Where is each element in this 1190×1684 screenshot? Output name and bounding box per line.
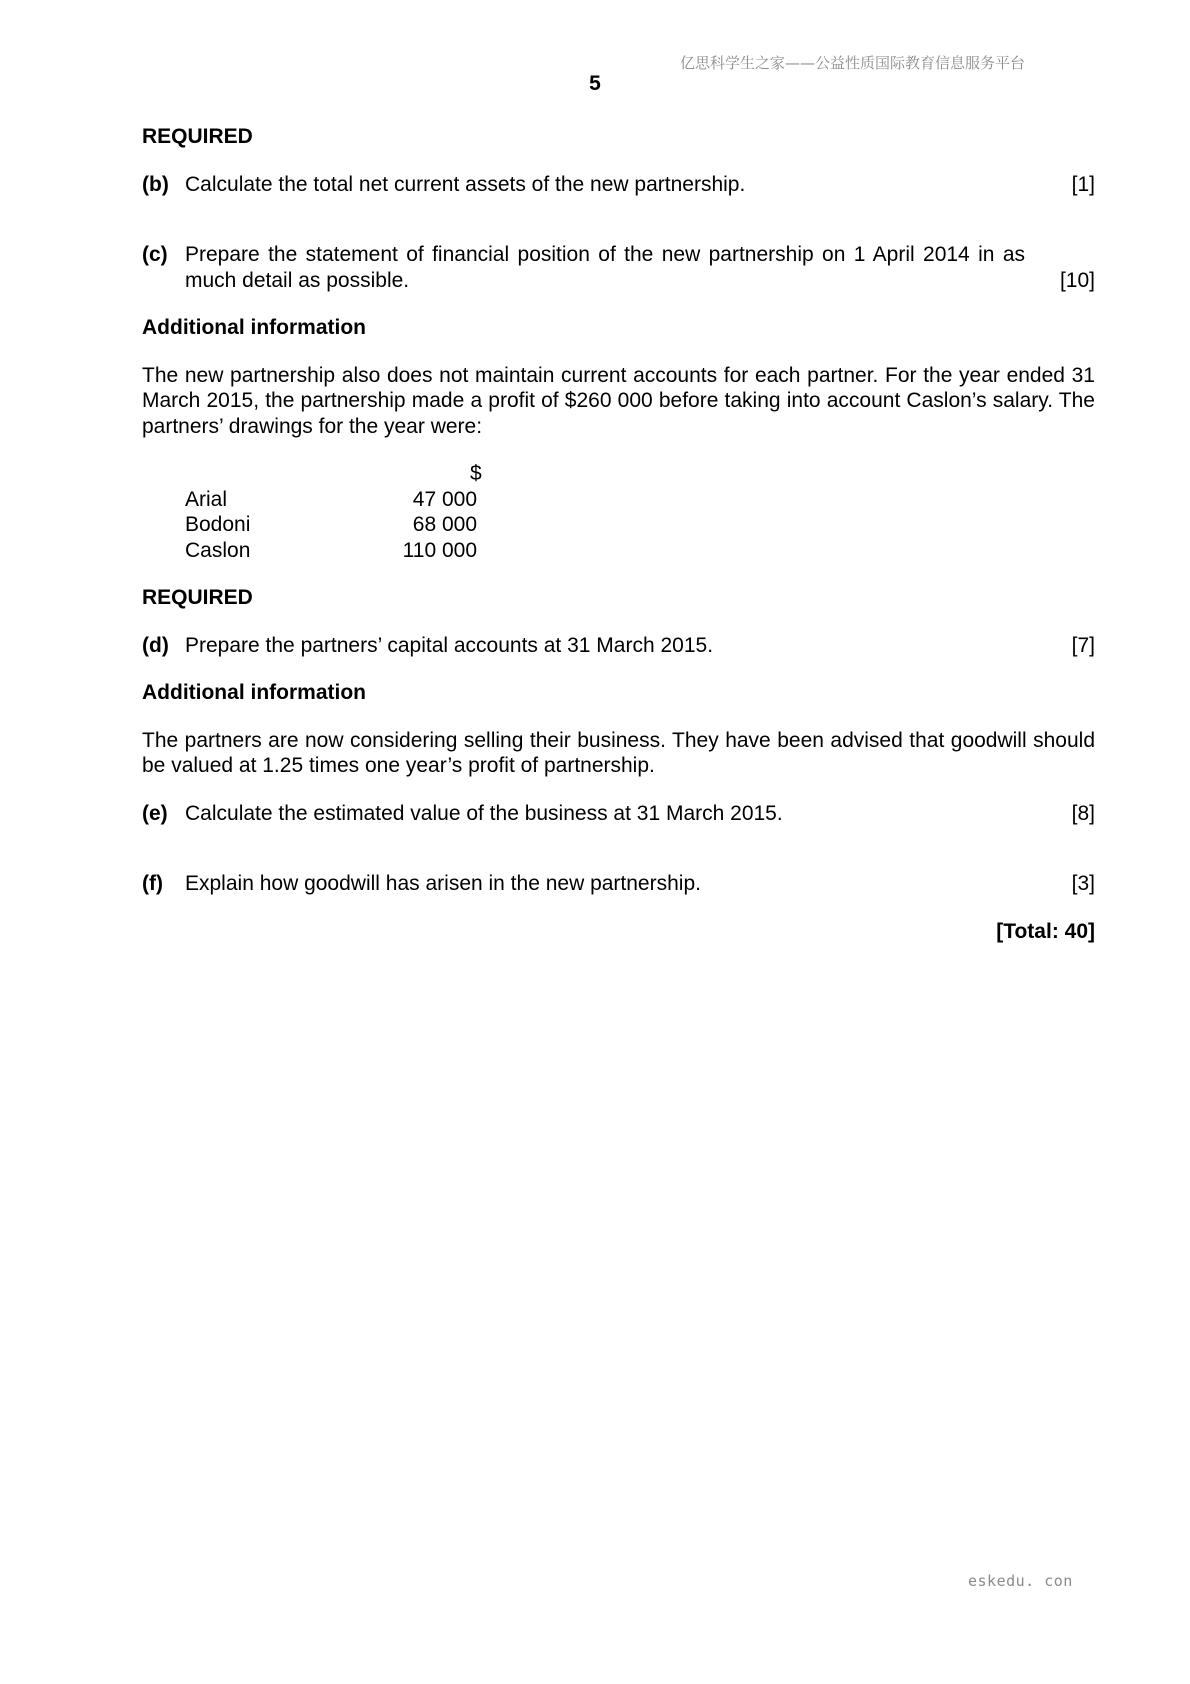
drawings-row: [185, 538, 485, 564]
question-c-marks: [10]: [1059, 268, 1095, 292]
required-heading-2: REQUIRED: [142, 586, 253, 609]
question-b-text: Calculate the total net current assets of the new partnership.: [185, 172, 746, 196]
question-f-marks: [3]: [1071, 872, 1095, 895]
drawings-partner-name: Caslon: [185, 538, 251, 562]
question-d: [142, 633, 1095, 659]
additional-info-heading-2: Additional information: [142, 681, 366, 704]
additional-info-heading-1: Additional information: [142, 316, 366, 339]
drawings-amount: 110 000: [402, 538, 477, 562]
question-d-letter: (d): [142, 633, 169, 657]
drawings-amount: 47 000: [412, 487, 477, 511]
goodwill-paragraph: The partners are now considering selling their business. They have been advised that goodwill should be valued at 1.25 times one year’s profit of partnership.: [142, 728, 1095, 777]
drawings-currency-header: $: [470, 462, 482, 485]
total-marks: [Total: 40]: [996, 919, 1095, 943]
question-f: [142, 871, 1095, 897]
drawings-row: [185, 512, 485, 538]
drawings-partner-name: Arial: [185, 487, 228, 511]
drawings-partner-name: Bodoni: [185, 513, 251, 536]
page-content: [142, 124, 1095, 944]
page-number: 5: [589, 72, 601, 95]
header-watermark: 亿思科学生之家——公益性质国际教育信息服务平台: [680, 54, 1026, 72]
question-c-letter: (c): [142, 243, 168, 266]
question-e-letter: (e): [142, 801, 168, 825]
question-e: [142, 801, 1095, 827]
question-c: [142, 242, 1095, 293]
question-b: [142, 172, 1095, 198]
footer-watermark: eskedu. con: [968, 1572, 1073, 1590]
question-b-marks: [1]: [1071, 172, 1095, 196]
drawings-table: [185, 461, 485, 563]
partnership-paragraph: The new partnership also does not maintain current accounts for each partner. For the year ended 31 March 2015, the partnership made a profit of $260 000 before taking into account Caslon’s salary. The partners’ drawings for the year were:: [142, 363, 1095, 438]
question-d-text: Prepare the partners’ capital accounts at 31 March 2015.: [185, 633, 714, 657]
drawings-row: [185, 487, 485, 513]
question-e-text: Calculate the estimated value of the business at 31 March 2015.: [185, 801, 783, 825]
question-e-marks: [8]: [1071, 801, 1095, 825]
question-b-letter: (b): [142, 172, 169, 196]
question-c-text: Prepare the statement of financial position of the new partnership on 1 April 2014 in as much detail as possible.: [185, 243, 1025, 292]
question-d-marks: [7]: [1071, 633, 1095, 657]
question-f-letter: (f): [142, 872, 163, 895]
question-f-text: Explain how goodwill has arisen in the new partnership.: [185, 872, 701, 895]
required-heading-1: REQUIRED: [142, 125, 253, 148]
drawings-amount: 68 000: [412, 513, 477, 536]
